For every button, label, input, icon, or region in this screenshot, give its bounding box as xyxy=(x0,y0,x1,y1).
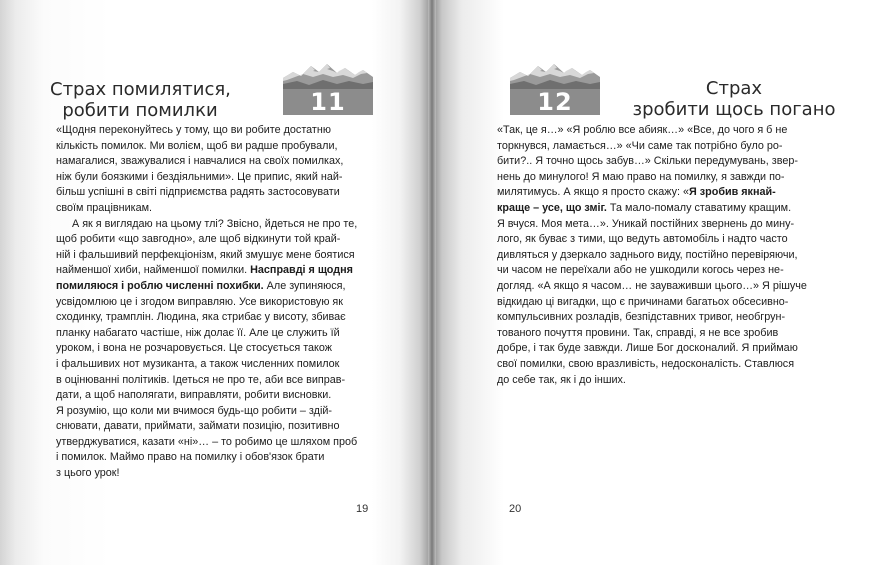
chapter-badge-right xyxy=(510,60,600,114)
text-run: ніж були боязкими і бездіяльними». Це припис, який най- xyxy=(56,170,343,183)
page-number: 20 xyxy=(509,503,522,515)
text-line xyxy=(56,248,370,264)
chapter-title-right xyxy=(622,78,846,120)
text-line xyxy=(497,232,831,248)
text-line xyxy=(56,388,370,404)
emphasis-text: помиляюся і роблю численні похибки. xyxy=(56,279,264,292)
text-run: дивляться у дзеркало заднього виду, постійно перевіряючи, xyxy=(497,248,798,261)
mountain-landscape-icon xyxy=(510,60,600,90)
text-line xyxy=(56,263,370,279)
text-run: Та мало-помалу ставатиму кращим. xyxy=(606,201,792,214)
title-line: Страх помилятися, xyxy=(50,79,231,100)
text-line xyxy=(497,170,831,186)
text-line xyxy=(56,373,370,389)
text-run: з цього урок! xyxy=(56,467,120,480)
body-text-left xyxy=(56,123,370,482)
text-line xyxy=(497,139,831,155)
text-run: А як я виглядаю на цьому тлі? Звісно, йдеться не про те, xyxy=(72,217,358,230)
text-line xyxy=(497,201,831,217)
text-run: до себе так, як і до інших. xyxy=(497,373,626,386)
text-run: Я розумію, що коли ми вчимося будь-що робити – здій- xyxy=(56,404,332,417)
body-text-right xyxy=(497,123,831,388)
text-run: бити?.. Я точно щось забув…» Скільки передумувань, звер- xyxy=(497,155,798,168)
text-line xyxy=(56,466,370,482)
text-line xyxy=(56,435,370,451)
text-run: торкнувся, ламається…» «Чи саме так потрібно було ро- xyxy=(497,139,783,152)
text-line xyxy=(56,419,370,435)
text-line xyxy=(56,295,370,311)
text-line xyxy=(56,279,370,295)
text-line xyxy=(56,357,370,373)
text-run: нень до минулого! Я маю право на помилку, я завжди по- xyxy=(497,170,785,183)
text-run: утверджуватися, казати «ні»… – то робимо це шляхом проб xyxy=(56,435,358,448)
text-line xyxy=(497,154,831,170)
text-line xyxy=(56,185,370,201)
text-line xyxy=(497,341,831,357)
text-line xyxy=(497,279,831,295)
text-run: своїм працівникам. xyxy=(56,201,152,214)
text-run: і помилок. Маймо право на помилку і обов'язок брати xyxy=(56,451,325,464)
chapter-title-left xyxy=(50,79,230,121)
text-line xyxy=(56,139,370,155)
text-run: сходинку, трамплін. Людина, яка стрибає у висоту, збиває xyxy=(56,311,346,324)
text-line xyxy=(56,170,370,186)
text-run: і фальшивих нот музиканта, а також численних помилок xyxy=(56,357,340,370)
text-line xyxy=(497,217,831,233)
text-line xyxy=(56,450,370,466)
text-line xyxy=(497,295,831,311)
mountain-landscape-icon xyxy=(283,60,373,90)
text-line xyxy=(497,185,831,201)
text-run: ній і фальшивий перфекціонізм, який змушує мене боятися xyxy=(56,248,355,261)
text-run: відкидаю ці вигадки, що є причинами багатьох обсесивно- xyxy=(497,295,789,308)
text-line xyxy=(497,263,831,279)
title-line: зробити щось погано xyxy=(632,99,836,120)
text-run: в оцінюванні політиків. Ідеться не про те, аби все виправ- xyxy=(56,373,346,386)
title-line: Страх xyxy=(705,78,763,99)
text-line xyxy=(497,123,831,139)
title-line: робити помилки xyxy=(62,100,218,121)
chapter-number: 11 xyxy=(283,89,373,115)
text-run: «Щодня переконуйтесь у тому, що ви робите достатню xyxy=(56,124,331,136)
chapter-number: 12 xyxy=(510,89,600,115)
text-line xyxy=(497,357,831,373)
text-run: Але зупиняюся, xyxy=(263,279,346,292)
text-run: дати, а щоб наполягати, виправляти, робити висновки. xyxy=(56,389,332,402)
text-line xyxy=(497,310,831,326)
text-run: кількість помилок. Ми волієм, щоб ви радше пробували, xyxy=(56,139,338,152)
text-line xyxy=(497,248,831,264)
text-line xyxy=(56,341,370,357)
text-run: чи часом не переїхали або не ушкодили когось через не- xyxy=(497,264,784,277)
text-run: планку набагато частіше, ніж долає її. Але це служить їй xyxy=(56,326,340,339)
text-run: Я вчуся. Моя мета…». Уникай постійних звернень до мину- xyxy=(497,217,795,230)
chapter-badge-left xyxy=(283,60,373,114)
emphasis-text: краще – усе, що зміг. xyxy=(497,201,607,214)
text-run: уроком, і вона не розчаровується. Це стосується також xyxy=(56,342,332,355)
text-line xyxy=(497,373,831,389)
text-run: найменшої хиби, найменшої помилки. xyxy=(56,264,251,277)
text-run: «Так, це я…» «Я роблю все абияк…» «Все, до чого я б не xyxy=(497,124,788,136)
text-run: намагалися, зважувалися і навчалися на своїх помилках, xyxy=(56,155,344,168)
emphasis-text: Насправді я щодня xyxy=(250,264,353,277)
text-run: усвідомлюю це і згодом виправляю. Усе використовую як xyxy=(56,295,343,308)
page-number: 19 xyxy=(356,503,369,515)
text-line xyxy=(497,326,831,342)
text-run: снювати, давати, приймати, займати позицію, позитивно xyxy=(56,420,340,433)
text-line xyxy=(56,154,370,170)
text-line xyxy=(56,123,370,139)
text-run: компульсивних розладів, безпідставних тривог, необгрун- xyxy=(497,311,786,324)
text-line xyxy=(56,404,370,420)
text-run: свої помилки, свою вразливість, недосконалість. Ставлюся xyxy=(497,357,795,370)
book-gutter xyxy=(428,0,436,565)
emphasis-text: Я зробив якнай- xyxy=(689,186,776,199)
text-run: лого, як буває з тими, що ведуть автомобіль і надто часто xyxy=(497,233,788,246)
text-line xyxy=(56,326,370,342)
text-line xyxy=(56,232,370,248)
text-line xyxy=(56,217,370,233)
right-page xyxy=(432,0,875,565)
text-run: догляд. «А якщо я часом… не зауваживши цього…» Я рішуче xyxy=(497,279,807,292)
text-run: тованого почуття провини. Так, справді, я не все зробив xyxy=(497,326,779,339)
text-line xyxy=(56,201,370,217)
text-run: щоб робити «що завгодно», але щоб відкинути той край- xyxy=(56,233,341,246)
text-run: добре, і так буде завжди. Лише Бог досконалий. Я приймаю xyxy=(497,342,798,355)
text-run: більш успішні в світі підприємства радять застосовувати xyxy=(56,186,340,199)
text-run: милятимусь. А якщо я просто скажу: « xyxy=(497,186,689,199)
left-page xyxy=(0,0,432,565)
text-line xyxy=(56,310,370,326)
